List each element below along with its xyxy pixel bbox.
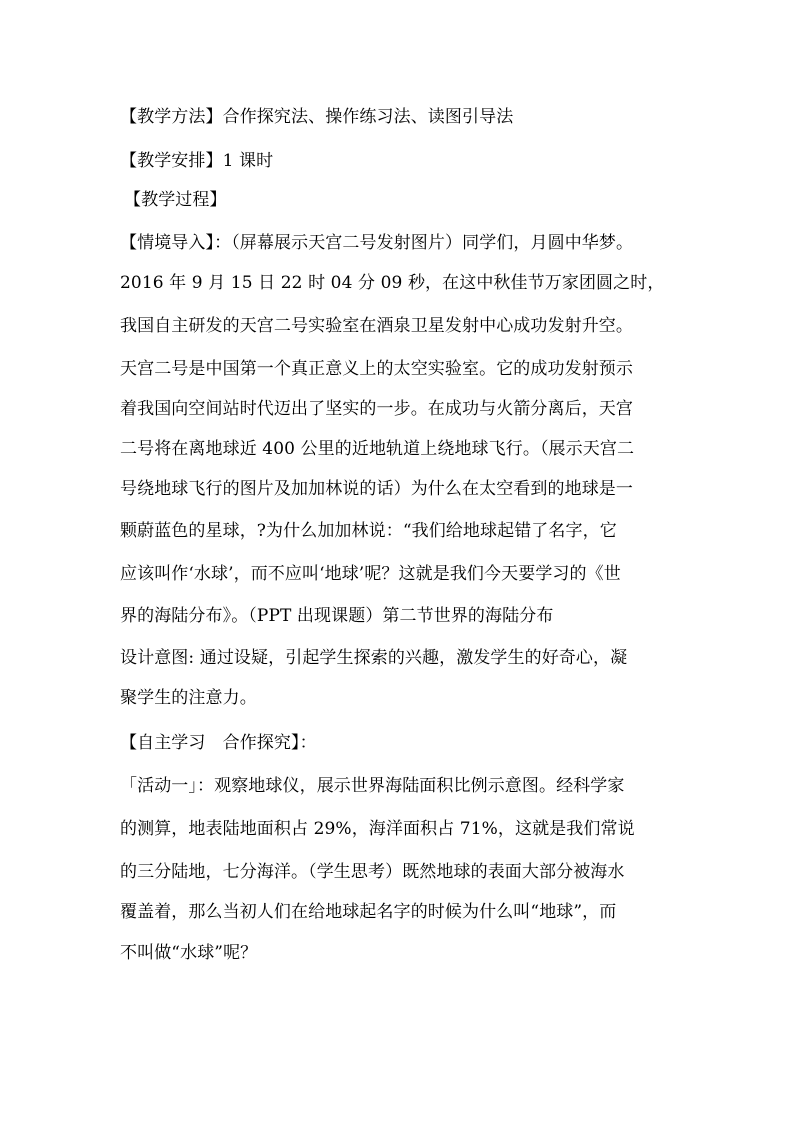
paragraph-line: 颗蔚蓝色的星球，?为什么加加林说：“我们给地球起错了名字，它 — [120, 521, 617, 541]
paragraph-line: 【情境导入】：（屏幕展示天宫二号发射图片）同学们，月圆中华梦。 — [120, 233, 634, 253]
self-study-heading: 【自主学习 合作探究】： — [120, 733, 317, 753]
paragraph-line: 着我国向空间站时代迈出了坚实的一步。在成功与火箭分离后，天宫 — [120, 399, 633, 419]
paragraph-line: 2016 年 9 月 15 日 22 时 04 分 09 秒，在这中秋佳节万家团圆之时， — [120, 273, 665, 293]
teaching-schedule-line: 【教学安排】1 课时 — [120, 151, 274, 171]
design-intent-line: 聚学生的注意力。 — [120, 688, 257, 708]
teaching-method-line: 【教学方法】合作探究法、操作练习法、读图引导法 — [120, 107, 514, 127]
activity-line: 「活动一」：观察地球仪，展示世界海陆面积比例示意图。经科学家 — [120, 776, 625, 796]
paragraph-line: 应该叫作‘水球’，而不应叫‘地球’呢？这就是我们今天要学习的《世 — [120, 564, 621, 584]
activity-line: 的测算，地表陆地面积占 29%，海洋面积占 71%，这就是我们常说 — [120, 819, 635, 839]
paragraph-line: 界的海陆分布》。（PPT 出现课题）第二节世界的海陆分布 — [120, 606, 554, 626]
activity-line: 的三分陆地，七分海洋。（学生思考）既然地球的表面大部分被海水 — [120, 862, 625, 882]
teaching-process-heading: 【教学过程】 — [124, 190, 227, 210]
activity-line: 不叫做“水球”呢？ — [120, 943, 258, 963]
paragraph-line: 天宫二号是中国第一个真正意义上的太空实验室。它的成功发射预示 — [120, 359, 633, 379]
paragraph-line: 二号将在离地球近 400 公里的近地轨道上绕地球飞行。（展示天宫二 — [120, 439, 635, 459]
paragraph-line: 号绕地球飞行的图片及加加林说的话）为什么在太空看到的地球是一 — [120, 479, 633, 499]
paragraph-line: 我国自主研发的天宫二号实验室在酒泉卫星发射中心成功发射升空。 — [120, 316, 633, 336]
activity-line: 覆盖着，那么当初人们在给地球起名字的时候为什么叫“地球”，而 — [120, 902, 617, 922]
design-intent-line: 设计意图: 通过设疑，引起学生探索的兴趣，激发学生的好奇心，凝 — [120, 648, 628, 668]
